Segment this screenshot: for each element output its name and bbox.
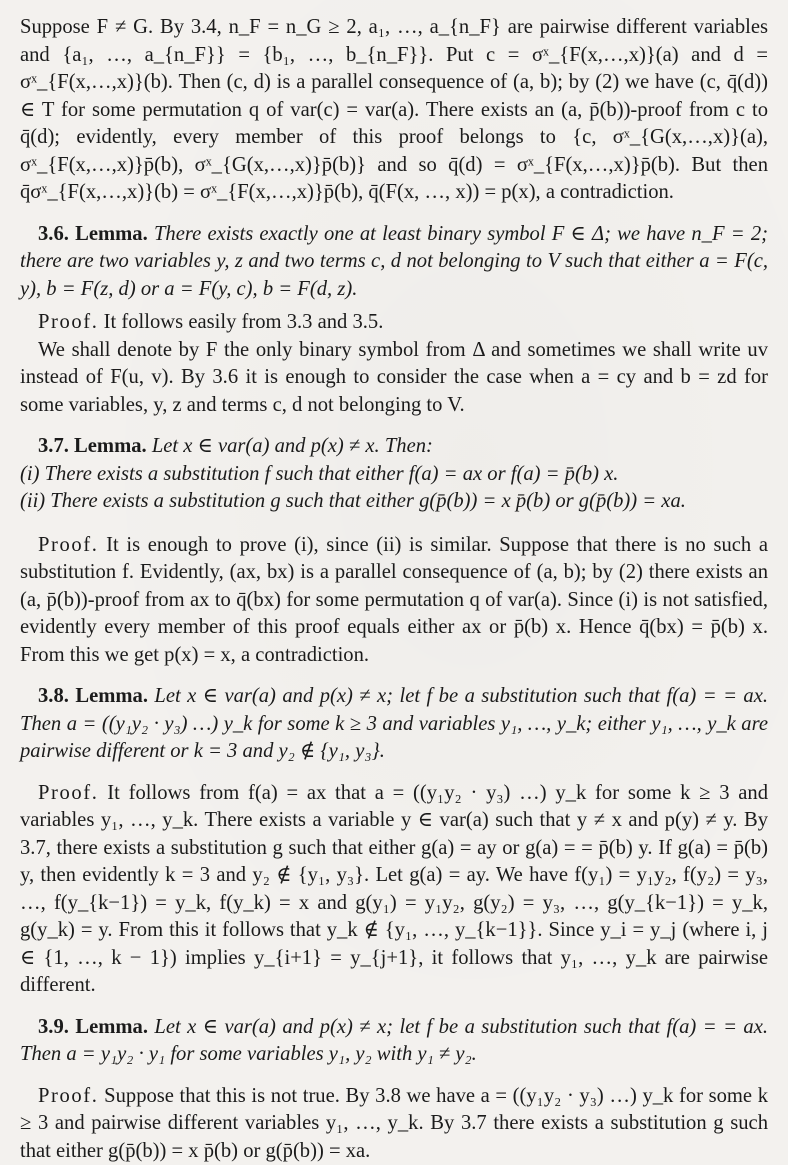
- proof-3-9-text: Suppose that this is not true. By 3.8 we have a = ((y₁y₂ · y₃) …) y_k for some k ≥ 3 and pairwise different variables y₁, …, y_k. By 3.7 there exists a substitution g such that either g(p̄(b)) = x p̄(b) or g(p̄(b)) = xa.: [20, 1085, 768, 1162]
- lemma-3-8: [20, 683, 768, 766]
- lemma-3-6: [20, 221, 768, 304]
- lemma-3-7-title: 3.7. Lemma.: [38, 435, 147, 457]
- lemma-3-6-statement: There exists exactly one at least binary symbol F ∈ Δ; we have n_F = 2; there are two variables y, z and two terms c, d not belonging to V such that either a = F(c, y), b = F(z, d) or a = F(y, c), b = F(d, z).: [20, 223, 768, 300]
- proof-3-6-text: It follows easily from 3.3 and 3.5.: [104, 311, 384, 333]
- proof-3-8-heading: Proof.: [38, 782, 99, 804]
- paragraph-proof-continuation: Suppose F ≠ G. By 3.4, n_F = n_G ≥ 2, a₁, …, a_{n_F} are pairwise different variables and {a₁, …, a_{n_F}} = {b₁, …, b_{n_F}}. Put c = σˣ_{F(x,…,x)}(a) and d = σˣ_{F(x,…,x)}(b). Then (c, d) is a parallel consequence of (a, b); by (2) we have (c, q̄(d)) ∈ T for some permutation q of var(c) = var(a). There exists an (a, p̄(b))-proof from c to q̄(d); evidently, every member of this proof belongs to {c, σˣ_{G(x,…,x)}(a), σˣ_{F(x,…,x)}p̄(b), σˣ_{G(x,…,x)}p̄(b)} and so q̄(d) = σˣ_{F(x,…,x)}p̄(b). But then q̄σˣ_{F(x,…,x)}(b) = σˣ_{F(x,…,x)}p̄(b), q̄(F(x, …, x)) = p(x), a contradiction.: [20, 14, 768, 207]
- lemma-3-7-statement: Let x ∈ var(a) and p(x) ≠ x. Then:: [152, 435, 433, 457]
- proof-3-8-text: It follows from f(a) = ax that a = ((y₁y₂ · y₃) …) y_k for some k ≥ 3 and variables y₁, …, y_k. There exists a variable y ∈ var(a) such that y ≠ x and p(y) ≠ y. By 3.7, there exists a substitution g such that either g(a) = ay or g(a) = = p̄(b) y. If g(a) = p̄(b) y, then evidently k = 3 and y₂ ∉ {y₁, y₃}. Let g(a) = ay. We have f(y₁) = y₁y₂, f(y₂) = y₃, …, f(y_{k−1}) = y_k, f(y_k) = x and g(y₁) = y₁y₂, g(y₂) = y₃, …, g(y_{k−1}) = y_k, g(y_k) = y. From this it follows that y_k ∉ {y₁, …, y_{k−1}}. Since y_i = y_j (where i, j ∈ {1, …, k − 1}) implies y_{i+1} = y_{j+1}, it follows that y₁, …, y_k are pairwise different.: [20, 782, 768, 997]
- lemma-3-9: [20, 1014, 768, 1069]
- proof-3-7-heading: Proof.: [38, 534, 99, 556]
- proof-3-7-text: It is enough to prove (i), since (ii) is similar. Suppose that there is no such a substitution f. Evidently, (ax, bx) is a parallel consequence of (a, b); by (2) there exists an (a, p̄(b))-proof from ax to q̄(bx) for some permutation q of var(a). Since (i) is not satisfied, evidently every member of this proof equals either ax or p̄(b) x. Hence q̄(bx) = p̄(b) x. From this we get p(x) = x, a contradiction.: [20, 534, 768, 666]
- paragraph-notation: We shall denote by F the only binary symbol from Δ and sometimes we shall write uv instead of F(u, v). By 3.6 it is enough to consider the case when a = cy and b = zd for some variables, y, z and terms c, d not belonging to V.: [20, 337, 768, 420]
- lemma-3-6-title: 3.6. Lemma.: [38, 223, 148, 245]
- proof-3-8: [20, 780, 768, 1000]
- proof-3-6: [20, 309, 768, 337]
- lemma-3-7: [20, 433, 768, 461]
- proof-3-6-heading: Proof.: [38, 311, 99, 333]
- lemma-3-7-item-ii: (ii) There exists a substitution g such that either g(p̄(b)) = x p̄(b) or g(p̄(b)) = xa.: [20, 488, 768, 516]
- lemma-3-9-statement: Let x ∈ var(a) and p(x) ≠ x; let f be a substitution such that f(a) = = ax. Then a = y₁y₂ · y₁ for some variables y₁, y₂ with y₁ ≠ y₂.: [20, 1016, 768, 1066]
- lemma-3-8-title: 3.8. Lemma.: [38, 685, 148, 707]
- lemma-3-9-title: 3.9. Lemma.: [38, 1016, 148, 1038]
- proof-3-9-heading: Proof.: [38, 1085, 99, 1107]
- lemma-3-8-statement: Let x ∈ var(a) and p(x) ≠ x; let f be a substitution such that f(a) = = ax. Then a = ((y₁y₂ · y₃) …) y_k for some k ≥ 3 and variables y₁, …, y_k; either y₁, …, y_k are pairwise different or k = 3 and y₂ ∉ {y₁, y₃}.: [20, 685, 768, 762]
- proof-3-7: [20, 532, 768, 670]
- proof-3-9: [20, 1083, 768, 1165]
- lemma-3-7-item-i: (i) There exists a substitution f such that either f(a) = ax or f(a) = p̄(b) x.: [20, 461, 768, 489]
